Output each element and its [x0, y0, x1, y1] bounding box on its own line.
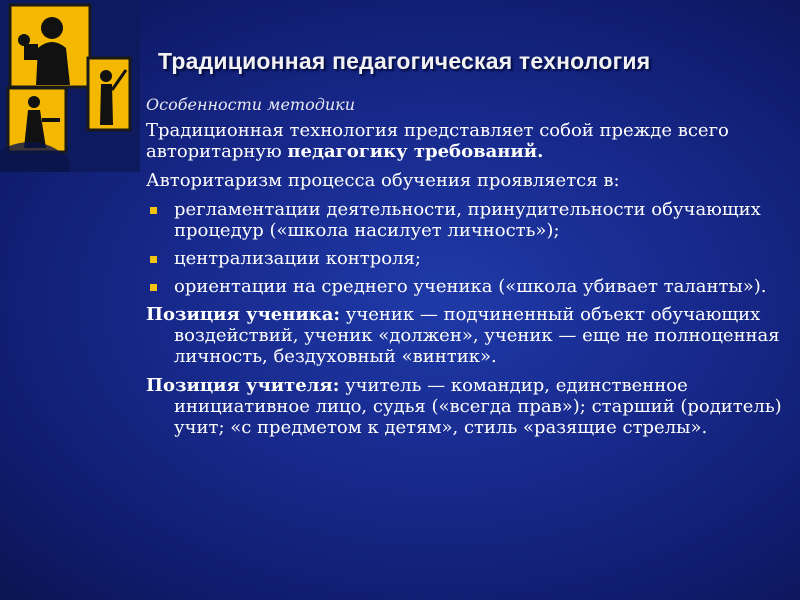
school-silhouettes-illustration	[0, 0, 140, 172]
bullet-square-icon	[150, 284, 157, 291]
student-position-paragraph	[146, 304, 786, 367]
list-item-text: регламентации деятельности, принудительности обучающих процедур («школа насилует личность»);	[174, 199, 761, 241]
teacher-position-paragraph	[146, 375, 786, 438]
student-position-text: ученик — подчиненный объект обучающих воздействий, ученик «должен», ученик — еще не полноценная личность, бездуховный «винтик».	[174, 304, 780, 367]
list-item	[146, 199, 786, 241]
student-position-label: Позиция ученика:	[146, 304, 341, 325]
list-item	[146, 276, 786, 297]
authoritarianism-list	[146, 199, 786, 297]
intro-text: Традиционная технология представляет собой прежде всего авторитарную	[146, 120, 729, 162]
intro-paragraph	[146, 120, 786, 162]
intro-bold-text: педагогику требований.	[287, 141, 544, 162]
teacher-position-label: Позиция учителя:	[146, 375, 340, 396]
slide-title: Традиционная педагогическая технология	[158, 48, 651, 74]
bullet-square-icon	[150, 207, 157, 214]
list-item	[146, 248, 786, 269]
bullet-square-icon	[150, 256, 157, 263]
list-item-text: ориентации на среднего ученика («школа убивает таланты»).	[174, 276, 767, 297]
teacher-position-text: учитель — командир, единственное инициативное лицо, судья («всегда прав»); старший (родитель) учит; «с предметом к детям», стиль «разящие стрелы».	[174, 375, 782, 438]
authoritarianism-lead: Авторитаризм процесса обучения проявляется в:	[146, 170, 620, 191]
slide-content	[146, 120, 786, 446]
slide-subtitle: Особенности методики	[146, 95, 356, 114]
list-item-text: централизации контроля;	[174, 248, 421, 269]
